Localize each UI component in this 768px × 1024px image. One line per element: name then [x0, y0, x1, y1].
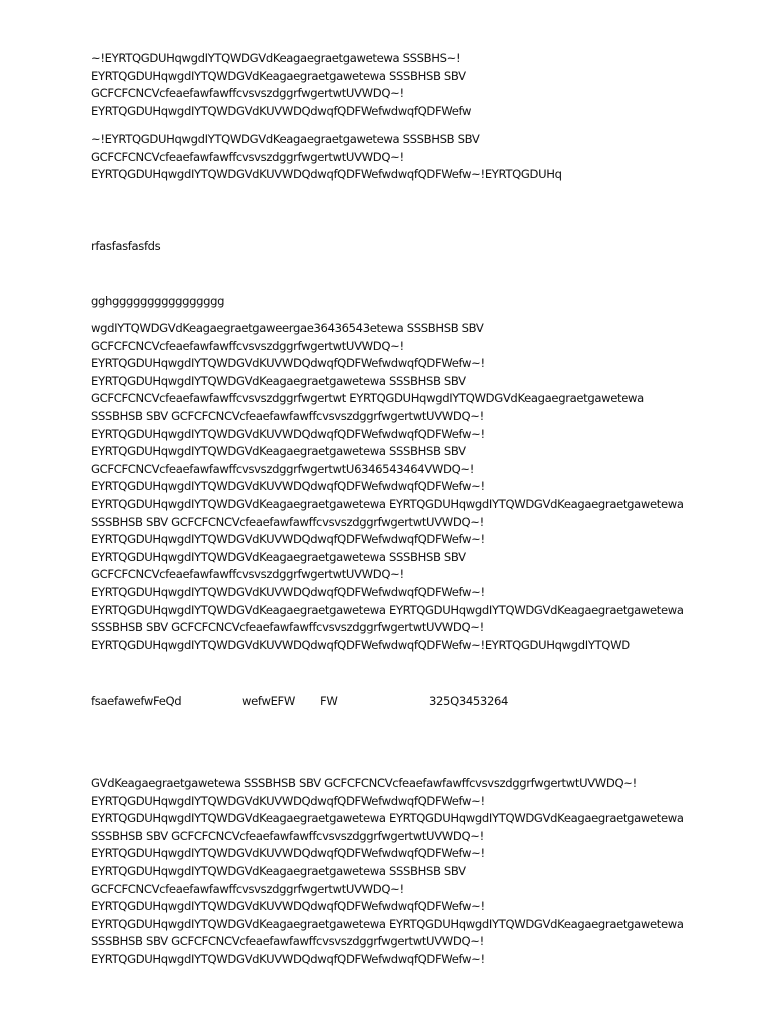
text-line: GVdKeagaegraetgawetewa SSSBHSB SBV GCFCFCNCVcfeaefawfawffcvsvszdggrfwgertwtUVWDQ~!: [91, 776, 637, 790]
text-line: EYRTQGDUHqwgdIYTQWDGVdKeagaegraetgawetewa EYRTQGDUHqwgdIYTQWDGVdKeagaegraetgawetewa: [91, 811, 684, 826]
text-line: SSSBHSB SBV GCFCFCNCVcfeaefawfawffcvsvszdggrfwgertwtUVWDQ~!: [91, 514, 484, 529]
text-line: EYRTQGDUHqwgdIYTQWDGVdKeagaegraetgawetewa SSSBHSB SBV: [91, 863, 466, 878]
text-line: SSSBHSB SBV GCFCFCNCVcfeaefawfawffcvsvszdggrfwgertwtUVWDQ~!: [91, 828, 484, 843]
paragraph-1: [91, 50, 731, 120]
text-line: EYRTQGDUHqwgdIYTQWDGVdKeagaegraetgawetewa EYRTQGDUHqwgdIYTQWDGVdKeagaegraetgawetewa: [91, 496, 684, 511]
tab-cell-1: fsaefawefwFeQd: [91, 694, 182, 708]
tab-separated-row: [91, 693, 731, 711]
text-line: GCFCFCNCVcfeaefawfawffcvsvszdggrfwgertwtU6346543464VWDQ~!: [91, 461, 475, 476]
text-line: gghgggggggggggggggg: [91, 294, 225, 308]
tab-cell-4: 325Q3453264: [429, 694, 509, 708]
text-line: GCFCFCNCVcfeaefawfawffcvsvszdggrfwgertwtUVWDQ~!: [91, 86, 404, 101]
text-line: rfasfasfasfds: [91, 239, 161, 253]
text-line: ~!EYRTQGDUHqwgdIYTQWDGVdKeagaegraetgawetewa SSSBHSB SBV: [91, 132, 480, 146]
text-line: EYRTQGDUHqwgdIYTQWDGVdKeagaegraetgawetewa SSSBHSB SBV: [91, 68, 466, 83]
text-line: EYRTQGDUHqwgdIYTQWDGVdKUVWDQdwqfQDFWefwdwqfQDFWefw~!: [91, 846, 485, 861]
text-line: EYRTQGDUHqwgdIYTQWDGVdKeagaegraetgawetewa SSSBHSB SBV: [91, 444, 466, 459]
text-line: ~!EYRTQGDUHqwgdIYTQWDGVdKeagaegraetgawetewa SSSBHS~!: [91, 51, 461, 65]
text-line: GCFCFCNCVcfeaefawfawffcvsvszdggrfwgertwtUVWDQ~!: [91, 567, 404, 582]
text-line: EYRTQGDUHqwgdIYTQWDGVdKeagaegraetgawetewa EYRTQGDUHqwgdIYTQWDGVdKeagaegraetgawetewa: [91, 916, 684, 931]
text-line: EYRTQGDUHqwgdIYTQWDGVdKUVWDQdwqfQDFWefwdwqfQDFWefw~!: [91, 899, 485, 914]
paragraph-2: [91, 131, 731, 184]
text-line: GCFCFCNCVcfeaefawfawffcvsvszdggrfwgertwtUVWDQ~!: [91, 149, 404, 164]
text-line: EYRTQGDUHqwgdIYTQWDGVdKUVWDQdwqfQDFWefwdwqfQDFWefw~!: [91, 951, 485, 966]
text-line: GCFCFCNCVcfeaefawfawffcvsvszdggrfwgertwtUVWDQ~!: [91, 881, 404, 896]
tab-cell-3: FW: [320, 694, 338, 708]
text-line: SSSBHSB SBV GCFCFCNCVcfeaefawfawffcvsvszdggrfwgertwtUVWDQ~!: [91, 934, 484, 949]
text-line: EYRTQGDUHqwgdIYTQWDGVdKeagaegraetgawetewa EYRTQGDUHqwgdIYTQWDGVdKeagaegraetgawetewa: [91, 602, 684, 617]
text-line: SSSBHSB SBV GCFCFCNCVcfeaefawfawffcvsvszdggrfwgertwtUVWDQ~!: [91, 620, 484, 635]
text-line: EYRTQGDUHqwgdIYTQWDGVdKUVWDQdwqfQDFWefwdwqfQDFWefw~!: [91, 356, 485, 371]
text-line: EYRTQGDUHqwgdIYTQWDGVdKUVWDQdwqfQDFWefwdwqfQDFWefw~!: [91, 584, 485, 599]
paragraph-4: [91, 293, 731, 311]
paragraph-3: [91, 238, 731, 256]
text-line: GCFCFCNCVcfeaefawfawffcvsvszdggrfwgertwtUVWDQ~!: [91, 338, 404, 353]
text-line: EYRTQGDUHqwgdIYTQWDGVdKeagaegraetgawetewa SSSBHSB SBV: [91, 549, 466, 564]
paragraph-5: [91, 320, 731, 654]
text-line: EYRTQGDUHqwgdIYTQWDGVdKeagaegraetgawetewa SSSBHSB SBV: [91, 373, 466, 388]
text-line: SSSBHSB SBV GCFCFCNCVcfeaefawfawffcvsvszdggrfwgertwtUVWDQ~!: [91, 408, 484, 423]
text-line: EYRTQGDUHqwgdIYTQWDGVdKUVWDQdwqfQDFWefwdwqfQDFWefw~!EYRTQGDUHq: [91, 167, 562, 182]
text-line: GCFCFCNCVcfeaefawfawffcvsvszdggrfwgertwt EYRTQGDUHqwgdIYTQWDGVdKeagaegraetgawetewa: [91, 391, 644, 406]
text-line: EYRTQGDUHqwgdIYTQWDGVdKUVWDQdwqfQDFWefwdwqfQDFWefw~!: [91, 532, 485, 547]
tab-cell-2: wefwEFW: [242, 694, 295, 708]
text-line: wgdIYTQWDGVdKeagaegraetgaweergae36436543etewa SSSBHSB SBV: [91, 321, 484, 335]
text-line: EYRTQGDUHqwgdIYTQWDGVdKUVWDQdwqfQDFWefwdwqfQDFWefw~!: [91, 793, 485, 808]
text-line: EYRTQGDUHqwgdIYTQWDGVdKUVWDQdwqfQDFWefwdwqfQDFWefw~!: [91, 426, 485, 441]
text-line: EYRTQGDUHqwgdIYTQWDGVdKUVWDQdwqfQDFWefwdwqfQDFWefw: [91, 103, 472, 118]
text-line: EYRTQGDUHqwgdIYTQWDGVdKUVWDQdwqfQDFWefwdwqfQDFWefw~!EYRTQGDUHqwgdIYTQWD: [91, 637, 630, 652]
text-line: EYRTQGDUHqwgdIYTQWDGVdKUVWDQdwqfQDFWefwdwqfQDFWefw~!: [91, 479, 485, 494]
paragraph-6: [91, 775, 731, 969]
